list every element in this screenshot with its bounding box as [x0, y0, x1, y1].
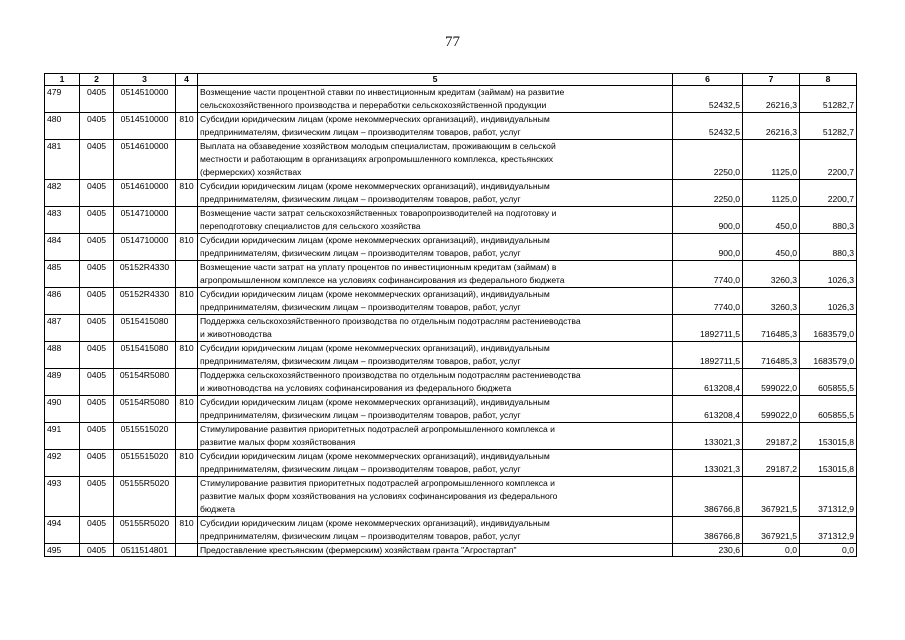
item-name-line: и животноводства на условиях софинансирования из федерального бюджета	[200, 383, 512, 393]
amount-col7-cell: 3260,3	[743, 288, 800, 315]
table-row	[45, 113, 857, 140]
column-header: 5	[198, 74, 673, 86]
target-article-code-cell: 05154R5080	[114, 369, 176, 396]
section-code-cell: 0405	[80, 315, 114, 342]
row-number-cell: 481	[45, 140, 80, 180]
target-article-code-cell: 0515415080	[114, 315, 176, 342]
expense-type-code-cell	[176, 140, 198, 180]
amount-col6-cell: 7740,0	[673, 261, 743, 288]
target-article-code-cell: 0515415080	[114, 342, 176, 369]
section-code-cell: 0405	[80, 113, 114, 140]
item-name-line: Стимулирование развития приоритетных подотраслей агропромышленного комплекса и	[200, 424, 555, 434]
section-code-cell: 0405	[80, 517, 114, 544]
section-code-cell: 0405	[80, 234, 114, 261]
row-number-cell: 486	[45, 288, 80, 315]
item-name-line: Субсидии юридическим лицам (кроме некоммерческих организаций), индивидуальным	[200, 397, 550, 407]
item-name-line: сельскохозяйственного производства и переработки сельскохозяйственной продукции	[200, 100, 547, 110]
target-article-code-cell: 0515515020	[114, 450, 176, 477]
table-row	[45, 477, 857, 517]
target-article-code-cell: 0514710000	[114, 234, 176, 261]
column-header: 4	[176, 74, 198, 86]
expense-type-code-cell	[176, 315, 198, 342]
amount-col8-cell: 1026,3	[800, 261, 857, 288]
section-code-cell: 0405	[80, 261, 114, 288]
item-name-line: Возмещение части процентной ставки по инвестиционным кредитам (займам) на развитие	[200, 87, 565, 97]
target-article-code-cell: 0511514801	[114, 544, 176, 557]
table-row	[45, 342, 857, 369]
amount-col8-cell: 880,3	[800, 234, 857, 261]
amount-col6-cell: 52432,5	[673, 86, 743, 113]
item-name-line: и животноводства	[200, 329, 272, 339]
amount-col7-cell: 367921,5	[743, 517, 800, 544]
section-code-cell: 0405	[80, 396, 114, 423]
row-number-cell: 483	[45, 207, 80, 234]
amount-col7-cell: 29187,2	[743, 450, 800, 477]
amount-col8-cell: 371312,9	[800, 477, 857, 517]
table-row	[45, 423, 857, 450]
section-code-cell: 0405	[80, 288, 114, 315]
amount-col6-cell: 386766,8	[673, 517, 743, 544]
row-number-cell: 491	[45, 423, 80, 450]
item-name-cell	[198, 423, 673, 450]
expense-type-code-cell: 810	[176, 517, 198, 544]
table-row	[45, 180, 857, 207]
item-name-cell	[198, 477, 673, 517]
item-name-cell	[198, 288, 673, 315]
amount-col7-cell: 367921,5	[743, 477, 800, 517]
section-code-cell: 0405	[80, 180, 114, 207]
item-name-cell	[198, 396, 673, 423]
amount-col8-cell: 1683579,0	[800, 342, 857, 369]
item-name-line: Субсидии юридическим лицам (кроме некоммерческих организаций), индивидуальным	[200, 289, 550, 299]
amount-col6-cell: 2250,0	[673, 180, 743, 207]
item-name-line: предпринимателям, физическим лицам – производителям товаров, работ, услуг	[200, 356, 521, 366]
target-article-code-cell: 0514710000	[114, 207, 176, 234]
amount-col7-cell: 716485,3	[743, 315, 800, 342]
amount-col7-cell: 450,0	[743, 207, 800, 234]
expense-type-code-cell: 810	[176, 450, 198, 477]
expense-type-code-cell	[176, 86, 198, 113]
amount-col7-cell: 3260,3	[743, 261, 800, 288]
item-name-cell	[198, 234, 673, 261]
table-row	[45, 369, 857, 396]
row-number-cell: 487	[45, 315, 80, 342]
item-name-line: агропромышленном комплексе на условиях софинансирования из федерального бюджета	[200, 275, 565, 285]
amount-col8-cell: 2200,7	[800, 140, 857, 180]
expense-type-code-cell: 810	[176, 288, 198, 315]
amount-col8-cell: 153015,8	[800, 450, 857, 477]
row-number-cell: 494	[45, 517, 80, 544]
row-number-cell: 495	[45, 544, 80, 557]
item-name-cell	[198, 450, 673, 477]
amount-col6-cell: 1892711,5	[673, 315, 743, 342]
expense-type-code-cell	[176, 261, 198, 288]
item-name-cell	[198, 369, 673, 396]
item-name-line: предпринимателям, физическим лицам – производителям товаров, работ, услуг	[200, 302, 521, 312]
amount-col7-cell: 0,0	[743, 544, 800, 557]
column-header: 6	[673, 74, 743, 86]
item-name-line: (фермерских) хозяйствах	[200, 167, 302, 177]
item-name-cell	[198, 315, 673, 342]
table-header-row	[45, 74, 857, 86]
amount-col7-cell: 1125,0	[743, 180, 800, 207]
item-name-line: развитие малых форм хозяйствования	[200, 437, 356, 447]
table-row	[45, 544, 857, 557]
item-name-line: Возмещение части затрат на уплату процентов по инвестиционным кредитам (займам) в	[200, 262, 557, 272]
table-row	[45, 315, 857, 342]
amount-col6-cell: 52432,5	[673, 113, 743, 140]
amount-col6-cell: 613208,4	[673, 369, 743, 396]
budget-table	[44, 73, 857, 557]
table-row	[45, 396, 857, 423]
item-name-cell	[198, 140, 673, 180]
amount-col6-cell: 2250,0	[673, 140, 743, 180]
expense-type-code-cell: 810	[176, 113, 198, 140]
item-name-line: предпринимателям, физическим лицам – производителям товаров, работ, услуг	[200, 194, 521, 204]
table-row	[45, 288, 857, 315]
table-row	[45, 450, 857, 477]
item-name-line: Стимулирование развития приоритетных подотраслей агропромышленного комплекса и	[200, 478, 555, 488]
amount-col7-cell: 1125,0	[743, 140, 800, 180]
item-name-line: предпринимателям, физическим лицам – производителям товаров, работ, услуг	[200, 248, 521, 258]
section-code-cell: 0405	[80, 86, 114, 113]
expense-type-code-cell: 810	[176, 180, 198, 207]
table-row	[45, 261, 857, 288]
amount-col7-cell: 450,0	[743, 234, 800, 261]
amount-col7-cell: 26216,3	[743, 113, 800, 140]
target-article-code-cell: 05155R5020	[114, 477, 176, 517]
amount-col6-cell: 386766,8	[673, 477, 743, 517]
expense-type-code-cell	[176, 477, 198, 517]
amount-col8-cell: 153015,8	[800, 423, 857, 450]
item-name-line: предпринимателям, физическим лицам – производителям товаров, работ, услуг	[200, 464, 521, 474]
target-article-code-cell: 0515515020	[114, 423, 176, 450]
section-code-cell: 0405	[80, 369, 114, 396]
amount-col6-cell: 133021,3	[673, 450, 743, 477]
target-article-code-cell: 0514510000	[114, 86, 176, 113]
section-code-cell: 0405	[80, 450, 114, 477]
item-name-line: Поддержка сельскохозяйственного производства по отдельным подотраслям растениеводства	[200, 316, 581, 326]
amount-col8-cell: 51282,7	[800, 86, 857, 113]
section-code-cell: 0405	[80, 140, 114, 180]
page-number: 77	[445, 34, 460, 50]
table-row	[45, 140, 857, 180]
section-code-cell: 0405	[80, 342, 114, 369]
amount-col8-cell: 371312,9	[800, 517, 857, 544]
row-number-cell: 489	[45, 369, 80, 396]
expense-type-code-cell: 810	[176, 234, 198, 261]
target-article-code-cell: 0514610000	[114, 140, 176, 180]
expense-type-code-cell	[176, 423, 198, 450]
item-name-line: предпринимателям, физическим лицам – производителям товаров, работ, услуг	[200, 410, 521, 420]
amount-col6-cell: 7740,0	[673, 288, 743, 315]
amount-col8-cell: 1683579,0	[800, 315, 857, 342]
expense-type-code-cell	[176, 207, 198, 234]
item-name-cell	[198, 113, 673, 140]
target-article-code-cell: 05152R4330	[114, 261, 176, 288]
table-row	[45, 234, 857, 261]
item-name-line: Выплата на обзаведение хозяйством молодым специалистам, проживающим в сельской	[200, 141, 556, 151]
amount-col8-cell: 51282,7	[800, 113, 857, 140]
item-name-line: развитие малых форм хозяйствования на условиях софинансирования из федерального	[200, 491, 558, 501]
expense-type-code-cell	[176, 544, 198, 557]
amount-col6-cell: 133021,3	[673, 423, 743, 450]
amount-col6-cell: 1892711,5	[673, 342, 743, 369]
amount-col6-cell: 230,6	[673, 544, 743, 557]
item-name-line: Субсидии юридическим лицам (кроме некоммерческих организаций), индивидуальным	[200, 114, 550, 124]
item-name-line: Субсидии юридическим лицам (кроме некоммерческих организаций), индивидуальным	[200, 451, 550, 461]
item-name-line: Субсидии юридическим лицам (кроме некоммерческих организаций), индивидуальным	[200, 181, 550, 191]
amount-col8-cell: 880,3	[800, 207, 857, 234]
item-name-line: Предоставление крестьянским (фермерским) хозяйствам гранта "Агростартап"	[200, 545, 517, 555]
target-article-code-cell: 05155R5020	[114, 517, 176, 544]
item-name-cell	[198, 207, 673, 234]
target-article-code-cell: 05154R5080	[114, 396, 176, 423]
section-code-cell: 0405	[80, 544, 114, 557]
amount-col8-cell: 2200,7	[800, 180, 857, 207]
table-row	[45, 207, 857, 234]
section-code-cell: 0405	[80, 423, 114, 450]
table-body	[45, 86, 857, 557]
amount-col6-cell: 900,0	[673, 207, 743, 234]
item-name-line: местности и работающим в организациях агропромышленного комплекса, крестьянских	[200, 154, 554, 164]
item-name-line: предпринимателям, физическим лицам – производителям товаров, работ, услуг	[200, 531, 521, 541]
expense-type-code-cell: 810	[176, 342, 198, 369]
item-name-cell	[198, 261, 673, 288]
amount-col7-cell: 29187,2	[743, 423, 800, 450]
table-row	[45, 86, 857, 113]
amount-col6-cell: 613208,4	[673, 396, 743, 423]
expense-type-code-cell: 810	[176, 396, 198, 423]
target-article-code-cell: 0514610000	[114, 180, 176, 207]
row-number-cell: 490	[45, 396, 80, 423]
target-article-code-cell: 0514510000	[114, 113, 176, 140]
column-header: 3	[114, 74, 176, 86]
amount-col7-cell: 599022,0	[743, 396, 800, 423]
amount-col8-cell: 1026,3	[800, 288, 857, 315]
column-header: 8	[800, 74, 857, 86]
expense-type-code-cell	[176, 369, 198, 396]
amount-col7-cell: 26216,3	[743, 86, 800, 113]
amount-col6-cell: 900,0	[673, 234, 743, 261]
item-name-line: Поддержка сельскохозяйственного производства по отдельным подотраслям растениеводства	[200, 370, 581, 380]
item-name-line: предпринимателям, физическим лицам – производителям товаров, работ, услуг	[200, 127, 521, 137]
item-name-line: Субсидии юридическим лицам (кроме некоммерческих организаций), индивидуальным	[200, 518, 550, 528]
item-name-line: Субсидии юридическим лицам (кроме некоммерческих организаций), индивидуальным	[200, 235, 550, 245]
amount-col7-cell: 716485,3	[743, 342, 800, 369]
row-number-cell: 484	[45, 234, 80, 261]
column-header: 7	[743, 74, 800, 86]
row-number-cell: 492	[45, 450, 80, 477]
item-name-cell	[198, 180, 673, 207]
item-name-cell	[198, 517, 673, 544]
target-article-code-cell: 05152R4330	[114, 288, 176, 315]
item-name-line: бюджета	[200, 504, 236, 514]
row-number-cell: 493	[45, 477, 80, 517]
table-row	[45, 517, 857, 544]
amount-col7-cell: 599022,0	[743, 369, 800, 396]
item-name-cell	[198, 544, 673, 557]
row-number-cell: 482	[45, 180, 80, 207]
row-number-cell: 480	[45, 113, 80, 140]
amount-col8-cell: 0,0	[800, 544, 857, 557]
column-header: 1	[45, 74, 80, 86]
item-name-line: переподготовку специалистов для сельского хозяйства	[200, 221, 421, 231]
item-name-line: Возмещение части затрат сельскохозяйственных товаропроизводителей на подготовку и	[200, 208, 557, 218]
row-number-cell: 485	[45, 261, 80, 288]
amount-col8-cell: 605855,5	[800, 396, 857, 423]
item-name-cell	[198, 342, 673, 369]
row-number-cell: 488	[45, 342, 80, 369]
section-code-cell: 0405	[80, 477, 114, 517]
row-number-cell: 479	[45, 86, 80, 113]
column-header: 2	[80, 74, 114, 86]
item-name-cell	[198, 86, 673, 113]
amount-col8-cell: 605855,5	[800, 369, 857, 396]
item-name-line: Субсидии юридическим лицам (кроме некоммерческих организаций), индивидуальным	[200, 343, 550, 353]
section-code-cell: 0405	[80, 207, 114, 234]
